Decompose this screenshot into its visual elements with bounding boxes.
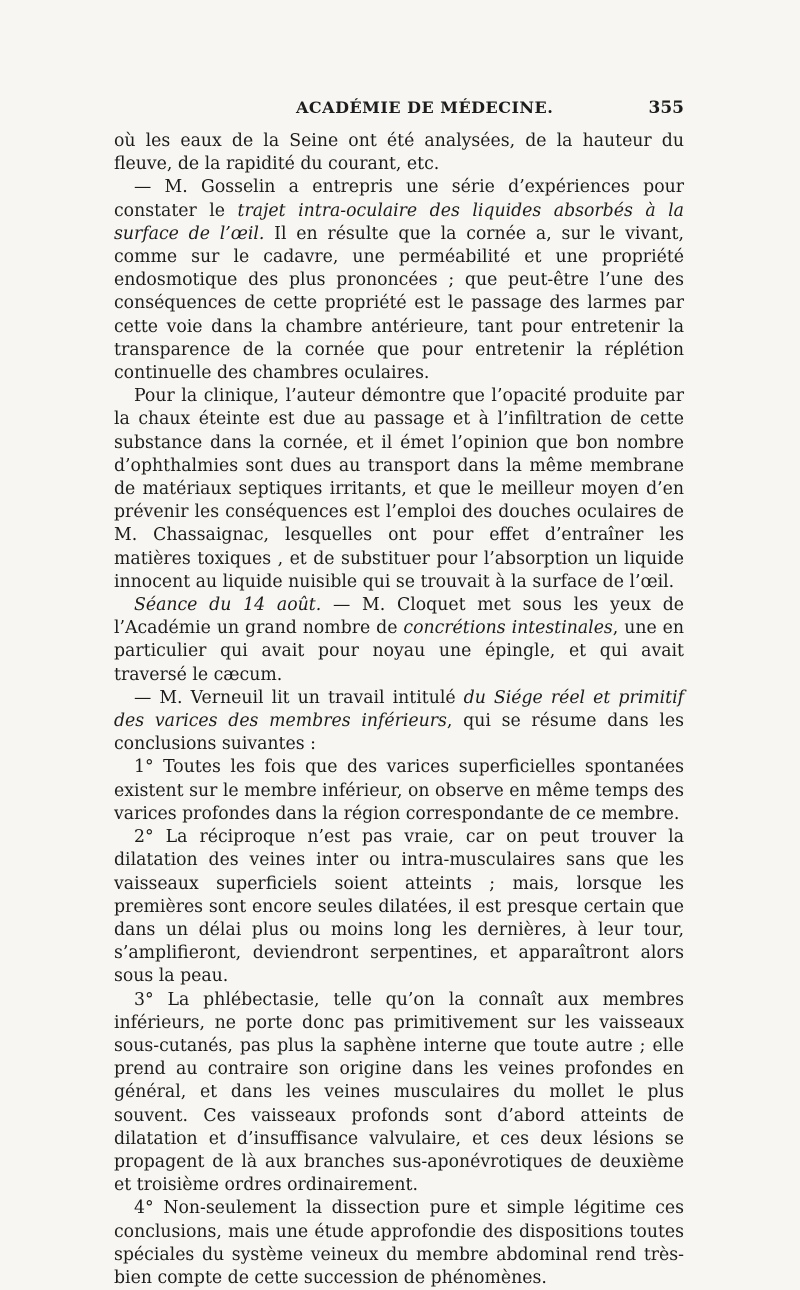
text-segment: 4° Non-seulement la dissection pure et simple légitime ces conclusions, mais une étude approfondie des dispositions toutes spéciales du système veineux du membre abdominal rend très-bien compte de cette succession de phénomènes.: [114, 1198, 684, 1288]
italic-term: concrétions intestinales: [403, 618, 613, 639]
paragraph-verneuil: [114, 687, 684, 757]
text-segment: , une en particulier qui avait pour noyau une épingle, et qui avait traversé le cæcum.: [114, 618, 684, 685]
conclusion-3: [114, 989, 684, 1198]
text-segment: Il en résulte que la cornée a, sur le vivant, comme sur le cadavre, une perméabilité et une propriété endosmotique des plus prononcées ; que peut-être l’une des conséquences de cette propriété est le passage des larmes par cette voie dans la chambre antérieure, tant pour entretenir la transparence de la cornée que pour entretenir la réplétion continuelle des chambres oculaires.: [114, 223, 684, 384]
conclusion-4: [114, 1197, 684, 1290]
running-head: ACADÉMIE DE MÉDECINE.: [296, 98, 554, 117]
text-segment: Pour la clinique, l’auteur démontre que l’opacité produite par la chaux éteinte est due au passage et à l’infiltration de cette substance dans la cornée, et il émet l’opinion que bon nombre d’ophthalmies sont dues au transport dans la même membrane de matériaux septiques irritants, et que le meilleur moyen d’en prévenir les conséquences est l’emploi des douches oculaires de M. Chassaignac, lesquelles ont pour effet d’entraîner les matières toxiques , et de substituer pour l’absorption un liquide innocent au liquide nuisible qui se trouvait à la surface de l’œil.: [114, 386, 684, 592]
text-segment: — M. Cloquet met sous les yeux de l’Académie un grand nombre de: [114, 595, 685, 639]
text-segment: , qui se résume dans les conclusions suivantes :: [114, 711, 684, 755]
paragraph-seance: [114, 594, 684, 687]
text-segment: 1° Toutes les fois que des varices superficielles spontanées existent sur le membre inférieur, on observe en même temps des varices profondes dans la région correspondante de ce membre.: [114, 757, 684, 824]
conclusion-1: [114, 756, 684, 826]
conclusion-2: [114, 826, 684, 988]
italic-title: trajet intra-oculaire des liquides absorbés à la surface de l’œil.: [114, 200, 684, 244]
paragraph-continuation: [114, 130, 684, 176]
text-segment: — M. Verneuil lit un travail intitulé: [134, 687, 464, 708]
body-text: [114, 130, 684, 1290]
page-number: 355: [648, 98, 684, 118]
text-segment: 3° La phlébectasie, telle qu’on la connaît aux membres inférieurs, ne porte donc pas primitivement sur les vaisseaux sous-cutanés, pas plus la saphène interne que toute autre ; elle prend au contraire son origine dans les veines profondes en général, et dans les veines musculaires du mollet le plus souvent. Ces vaisseaux profonds sont d’abord atteints de dilatation et d’insuffisance valvulaire, et ces deux lésions se propagent de là aux branches sus-aponévrotiques de deuxième et troisième ordres ordinairement.: [114, 989, 684, 1196]
session-date: Séance du 14 août.: [134, 595, 322, 616]
page-header: [118, 98, 684, 124]
text-segment: — M. Gosselin a entrepris une série d’expériences pour constater le: [114, 177, 684, 221]
paragraph-gosselin: [114, 176, 684, 385]
text-segment: 2° La réciproque n’est pas vraie, car on peut trouver la dilatation des veines inter ou intra-musculaires sans que les vaisseaux superficiels soient atteints ; mais, lorsque les premières sont encore seules dilatées, il est presque certain que dans un délai plus ou moins long les dernières, à leur tour, s’amplifieront, deviendront serpentines, et apparaîtront alors sous la peau.: [114, 827, 684, 987]
paragraph-clinique: [114, 385, 684, 594]
italic-title: du Siége réel et primitif des varices des membres inférieurs: [114, 687, 685, 732]
text-segment: où les eaux de la Seine ont été analysées, de la hauteur du fleuve, de la rapidité du courant, etc.: [114, 131, 684, 175]
